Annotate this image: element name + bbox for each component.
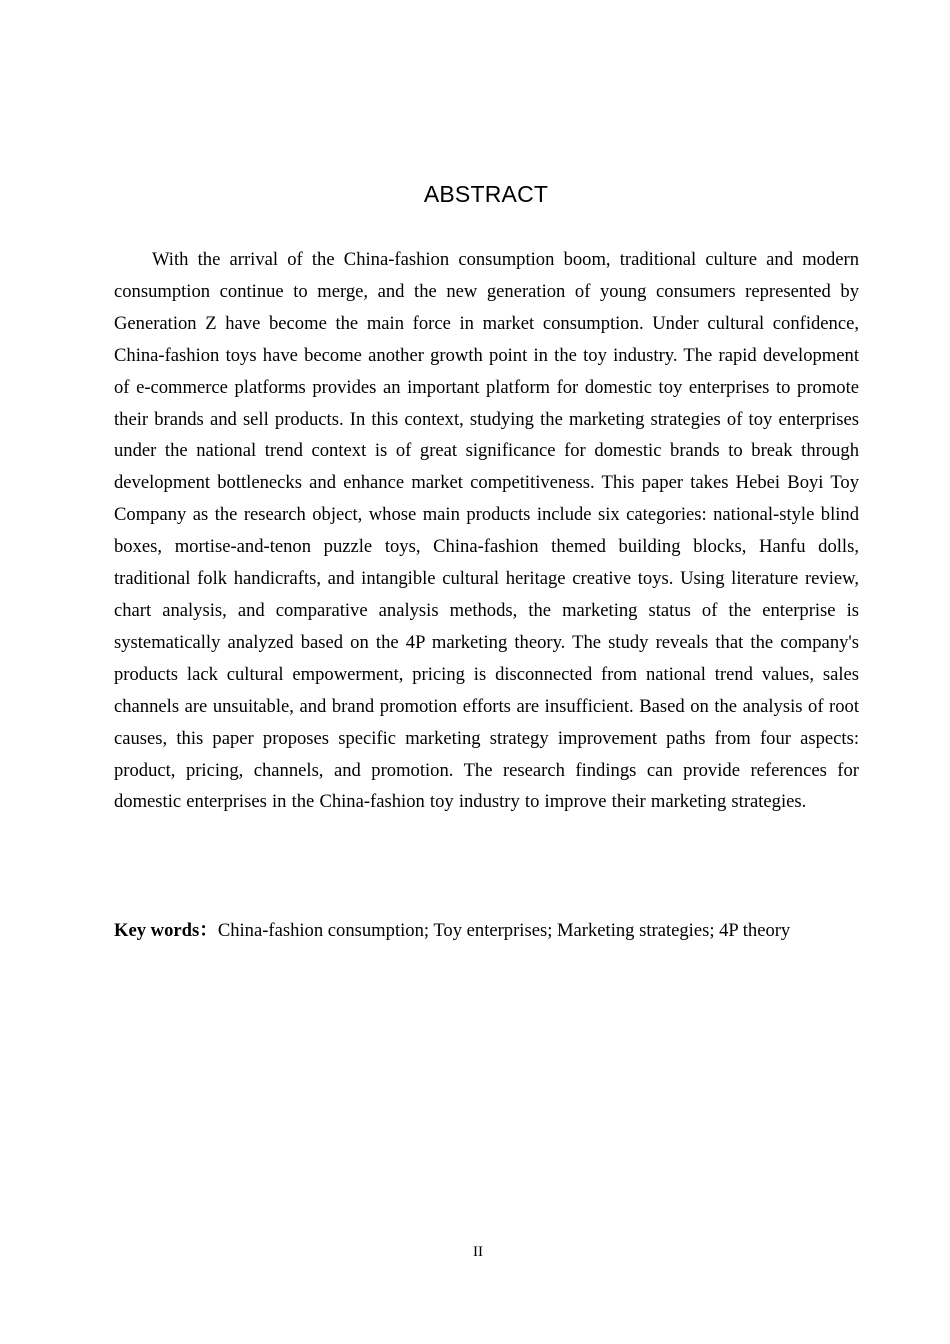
- keywords-line: [114, 915, 874, 946]
- page-number: II: [473, 1244, 483, 1260]
- keywords-label: Key words：: [114, 920, 218, 941]
- abstract-title: ABSTRACT: [423, 181, 549, 207]
- abstract-body: With the arrival of the China-fashion consumption boom, traditional culture and modern consumption continue to merge, and the new generation of young consumers represented by Generation Z have become the main force in market consumption. Under cultural confidence, China-fashion toys have become another growth point in the toy industry. The rapid development of e-commerce platforms provides an important platform for domestic toy enterprises to promote their brands and sell products. In this context, studying the marketing strategies of toy enterprises under the national trend context is of great significance for domestic brands to break through development bottlenecks and enhance market competitiveness. This paper takes Hebei Boyi Toy Company as the research object, whose main products include six categories: national-style blind boxes, mortise-and-tenon puzzle toys, China-fashion themed building blocks, Hanfu dolls, traditional folk handicrafts, and intangible cultural heritage creative toys. Using literature review, chart analysis, and comparative analysis methods, the marketing status of the enterprise is systematically analyzed based on the 4P marketing theory. The study reveals that the company's products lack cultural empowerment, pricing is disconnected from national trend values, sales channels are unsuitable, and brand promotion efforts are insufficient. Based on the analysis of root causes, this paper proposes specific marketing strategy improvement paths from four aspects: product, pricing, channels, and promotion. The research findings can provide references for domestic enterprises in the China-fashion toy industry to improve their marketing strategies.: [114, 249, 859, 813]
- keywords-text: China-fashion consumption; Toy enterprises; Marketing strategies; 4P theory: [217, 920, 791, 941]
